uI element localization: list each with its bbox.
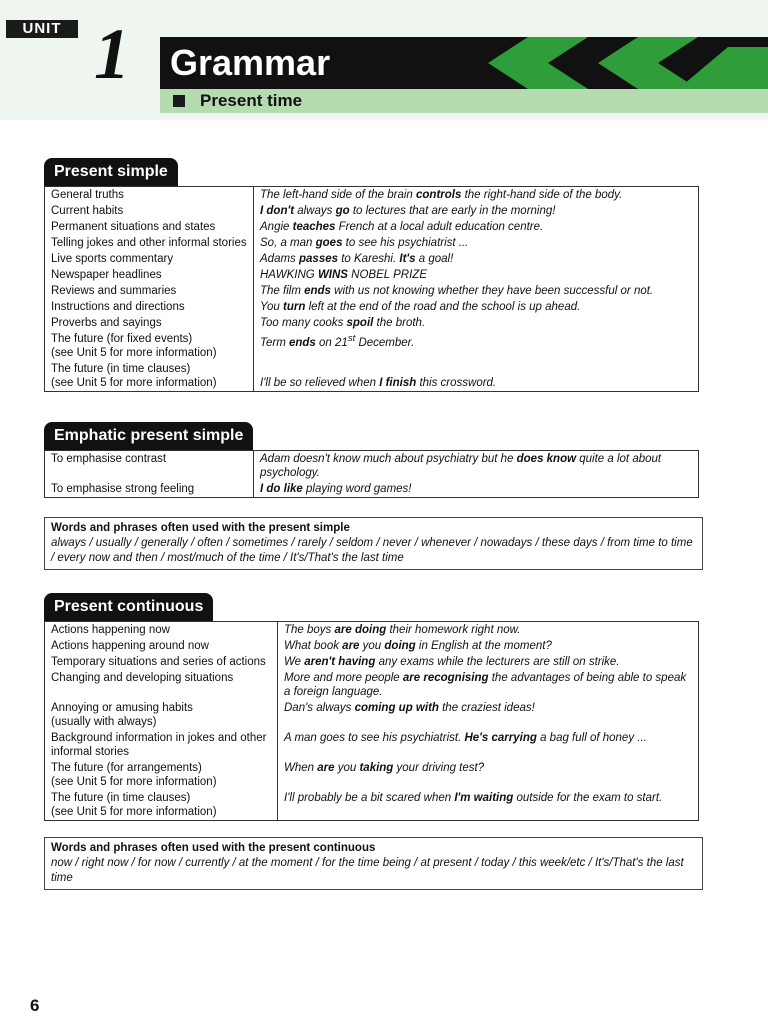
table-row (45, 315, 699, 331)
simple-words-box (44, 517, 703, 570)
example-cell: I'll probably be a bit scared when I'm waiting outside for the exam to start. (284, 792, 663, 804)
example-cell: We aren't having any exams while the lecturers are still on strike. (284, 656, 620, 668)
page-title: Grammar (170, 42, 331, 83)
table-row (45, 700, 699, 730)
example-cell: So, a man goes to see his psychiatrist ... (260, 237, 469, 249)
subtitle-bar (160, 89, 768, 113)
usage-cell: Reviews and summaries (45, 283, 254, 299)
simple-words-text: always / usually / generally / often / sometimes / rarely / seldom / never / whenever / nowadays / these days / from time to time / every now and then / most/much of the time / It's/That's the last time (51, 537, 693, 564)
table-row (45, 203, 699, 219)
table-row (45, 790, 699, 821)
usage-cell: Actions happening now (45, 622, 278, 639)
usage-cell: To emphasise strong feeling (45, 481, 254, 498)
section-tab-present-continuous: Present continuous (44, 593, 213, 621)
continuous-words-title: Words and phrases often used with the present continuous (51, 842, 376, 854)
usage-cell: Annoying or amusing habits (usually with always) (45, 700, 278, 730)
usage-cell: Actions happening around now (45, 638, 278, 654)
usage-cell: The future (in time clauses) (see Unit 5 for more information) (45, 361, 254, 392)
table-row (45, 622, 699, 639)
table-row (45, 235, 699, 251)
table-row (45, 219, 699, 235)
continuous-words-box (44, 837, 703, 890)
example-cell: The film ends with us not knowing whether they have been successful or not. (260, 285, 654, 297)
example-cell: I do like playing word games! (260, 483, 412, 495)
bullet-square-icon (173, 95, 185, 107)
usage-cell: The future (for arrangements) (see Unit 5 for more information) (45, 760, 278, 790)
example-cell: You turn left at the end of the road and the school is up ahead. (260, 301, 581, 313)
section-tab-emphatic: Emphatic present simple (44, 422, 253, 450)
example-cell: More and more people are recognising the advantages of being able to speak a foreign language. (284, 672, 687, 698)
table-row (45, 638, 699, 654)
section-tab-present-simple: Present simple (44, 158, 178, 186)
table-row (45, 451, 699, 482)
title-bar (160, 37, 768, 89)
table-row (45, 654, 699, 670)
usage-cell: Proverbs and sayings (45, 315, 254, 331)
example-cell: Term ends on 21st December. (260, 333, 415, 349)
example-cell: Adams passes to Kareshi. It's a goal! (260, 253, 454, 265)
usage-cell: Permanent situations and states (45, 219, 254, 235)
table-row (45, 267, 699, 283)
usage-cell: Current habits (45, 203, 254, 219)
present-simple-table (44, 186, 699, 392)
usage-cell: The future (for fixed events) (see Unit 5 for more information) (45, 331, 254, 361)
usage-cell: The future (in time clauses) (see Unit 5 for more information) (45, 790, 278, 821)
example-cell: A man goes to see his psychiatrist. He's carrying a bag full of honey ... (284, 732, 647, 744)
table-row (45, 481, 699, 498)
unit-badge: UNIT (6, 20, 78, 38)
example-cell: I'll be so relieved when I finish this crossword. (260, 377, 497, 389)
table-row (45, 299, 699, 315)
table-row (45, 187, 699, 204)
table-row (45, 760, 699, 790)
example-cell: Adam doesn't know much about psychiatry but he does know quite a lot about psychology. (260, 453, 662, 479)
usage-cell: Telling jokes and other informal stories (45, 235, 254, 251)
example-cell: I don't always go to lectures that are early in the morning! (260, 205, 556, 217)
simple-words-title: Words and phrases often used with the present simple (51, 522, 350, 534)
example-cell: When are you taking your driving test? (284, 762, 485, 774)
example-cell: The left-hand side of the brain controls the right-hand side of the body. (260, 189, 623, 201)
usage-cell: General truths (45, 187, 254, 204)
table-row (45, 670, 699, 700)
usage-cell: To emphasise contrast (45, 451, 254, 482)
table-row (45, 361, 699, 392)
example-cell: Angie teaches French at a local adult education centre. (260, 221, 544, 233)
example-cell: HAWKING WINS NOBEL PRIZE (260, 269, 428, 281)
usage-cell: Instructions and directions (45, 299, 254, 315)
emphatic-table (44, 450, 699, 498)
usage-cell: Changing and developing situations (45, 670, 278, 700)
table-row (45, 730, 699, 760)
example-cell: What book are you doing in English at the moment? (284, 640, 552, 652)
unit-number: 1 (94, 14, 130, 94)
usage-cell: Live sports commentary (45, 251, 254, 267)
usage-cell: Background information in jokes and other informal stories (45, 730, 278, 760)
page-number: 6 (30, 996, 40, 1015)
example-cell: Too many cooks spoil the broth. (260, 317, 426, 329)
example-cell: The boys are doing their homework right now. (284, 624, 521, 636)
chevron-arrows-icon (488, 37, 768, 89)
table-row (45, 331, 699, 361)
table-row (45, 251, 699, 267)
table-row (45, 283, 699, 299)
example-cell: Dan's always coming up with the craziest ideas! (284, 702, 535, 714)
present-continuous-table (44, 621, 699, 821)
continuous-words-text: now / right now / for now / currently / at the moment / for the time being / at present / today / this week/etc / It's/That's the last time (51, 857, 684, 884)
usage-cell: Newspaper headlines (45, 267, 254, 283)
subtitle: Present time (200, 91, 303, 110)
usage-cell: Temporary situations and series of actions (45, 654, 278, 670)
